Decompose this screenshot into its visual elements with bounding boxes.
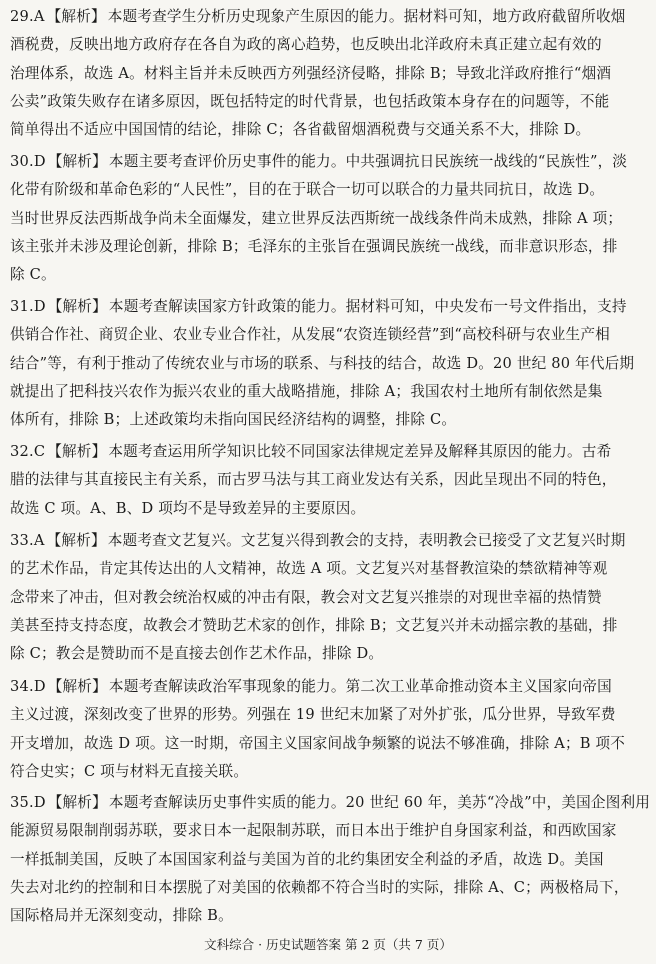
question-number: 31. <box>10 298 34 315</box>
text-line: 供销合作社、商贸企业、农业专业合作社，从发展“农资连锁经营”到“高校科研与农业生产相 <box>10 326 610 344</box>
answer-choice: C <box>33 443 46 460</box>
answer-choice: D <box>33 298 46 315</box>
text-line: 除 C；教会是赞助而不是直接去创作艺术作品，排除 D。 <box>10 645 384 663</box>
text-line: 该主张并未涉及理论创新，排除 B；毛泽东的主张旨在强调民族统一战线，而非意识形态，排 <box>10 237 618 255</box>
text-line: 公卖”政策失败存在诸多原因，既包括特定的时代背景，也包括政策本身存在的问题等，不能 <box>10 92 610 110</box>
text-line: 本题考查解读政治军事现象的能力。第二次工业革命推动资本主义国家向帝国 <box>108 678 612 695</box>
question-number: 30. <box>10 153 34 170</box>
question-34 <box>10 673 644 786</box>
text-line: 本题考查学生分析历史现象产生原因的能力。据材料可知，地方政府截留所收烟 <box>107 8 626 25</box>
text-line: 失去对北约的控制和日本摆脱了对美国的依赖都不符合当时的实际，排除 A、C；两极格局下， <box>10 878 629 896</box>
question-number: 34. <box>10 678 34 695</box>
analysis-label: 【解析】 <box>46 532 106 549</box>
answer-line <box>10 673 644 701</box>
analysis-label: 【解析】 <box>47 678 107 695</box>
answer-line <box>10 148 644 176</box>
text-line: 本题考查解读国家方针政策的能力。据材料可知，中央发布一号文件指出，支持 <box>108 298 627 315</box>
text-line: 本题主要考查评价历史事件的能力。中共强调抗日民族统一战线的“民族性”，淡 <box>108 153 628 170</box>
analysis-label: 【解析】 <box>47 298 107 315</box>
text-line: 本题考查运用所学知识比较不同国家法律规定差异及解释其原因的能力。古希 <box>108 443 612 460</box>
question-33 <box>10 527 644 668</box>
text-line: 能源贸易限制削弱苏联，要求日本一起限制苏联，而日本出于维护自身国家利益，和西欧国家 <box>10 822 617 840</box>
answer-choice: A <box>33 532 45 549</box>
question-number: 29. <box>10 8 34 25</box>
answer-choice: A <box>33 8 45 25</box>
question-30 <box>10 148 644 289</box>
text-line: 当时世界反法西斯战争尚未全面爆发，建立世界反法西斯统一战线条件尚未成熟，排除 A 项； <box>10 209 623 227</box>
text-line: 故选 C 项。A、B、D 项均不是导致差异的主要原因。 <box>10 499 366 517</box>
question-35 <box>10 789 651 930</box>
text-line: 酒税费，反映出地方政府存在各自为政的离心趋势，也反映出北洋政府未真正建立起有效的 <box>10 36 602 54</box>
text-line: 主义过渡，深刻改变了世界的形势。列强在 19 世纪末加紧了对外扩张，瓜分世界，导致军费 <box>10 706 616 724</box>
text-line: 本题考查解读历史事件实质的能力。20 世纪 60 年，美苏“冷战”中，美国企图利用 <box>108 794 651 811</box>
text-line: 开支增加，故选 D 项。这一时期，帝国主义国家间战争频繁的说法不够准确，排除 A；B 项不 <box>10 734 626 752</box>
text-line: 国际格局并无深刻变动，排除 B。 <box>10 907 233 925</box>
answer-choice: D <box>33 153 46 170</box>
page-footer: 文科综合 · 历史试题答案 第 2 页（共 7 页） <box>204 937 452 952</box>
answer-line <box>10 3 644 31</box>
question-number: 32. <box>10 443 34 460</box>
analysis-label: 【解析】 <box>47 153 107 170</box>
text-line: 一样抵制美国，反映了本国国家利益与美国为首的北约集团安全利益的矛盾，故选 D。美国 <box>10 850 604 868</box>
text-line: 简单得出不适应中国国情的结论，排除 C；各省截留烟酒税费与交通关系不大，排除 D。 <box>10 121 591 139</box>
text-line: 的艺术作品，肯定其传达出的人文精神，故选 A 项。文艺复兴对基督教渲染的禁欲精神等观 <box>10 560 608 578</box>
text-line: 体所有，排除 B；上述政策均未指向国民经济结构的调整，排除 C。 <box>10 411 457 429</box>
text-line: 腊的法律与其直接民主有关系，而古罗马法与其工商业发达有关系，因此呈现出不同的特色， <box>10 471 617 489</box>
text-line: 化带有阶级和革命色彩的“人民性”，目的在于联合一切可以联合的力量共同抗日，故选 D。 <box>10 181 605 199</box>
answer-choice: D <box>33 678 46 695</box>
question-number: 33. <box>10 532 34 549</box>
question-32 <box>10 438 644 523</box>
answer-line <box>10 438 644 466</box>
question-number: 35. <box>10 794 34 811</box>
question-29 <box>10 3 644 144</box>
analysis-label: 【解析】 <box>47 794 107 811</box>
text-line: 本题考查文艺复兴。文艺复兴得到教会的支持，表明教会已接受了文艺复兴时期 <box>107 532 626 549</box>
text-line: 念带来了冲击，但对教会统治权威的冲击有限，教会对文艺复兴推崇的对现世幸福的热情赞 <box>10 588 602 606</box>
answer-choice: D <box>33 794 46 811</box>
answer-line <box>10 293 644 321</box>
text-line: 治理体系，故选 A。材料主旨并未反映西方列强经济侵略，排除 B；导致北洋政府推行“烟酒 <box>10 64 612 82</box>
text-line: 符合史实；C 项与材料无直接关联。 <box>10 762 249 780</box>
text-line: 美甚至持支持态度，故教会才赞助艺术家的创作，排除 B；文艺复兴并未动摇宗教的基础，排 <box>10 616 618 634</box>
analysis-label: 【解析】 <box>47 443 107 460</box>
answer-line <box>10 527 644 555</box>
text-line: 除 C。 <box>10 266 56 284</box>
text-line: 就提出了把科技兴农作为振兴农业的重大战略措施，排除 A；我国农村土地所有制依然是集 <box>10 382 603 400</box>
question-31 <box>10 293 644 434</box>
text-line: 结合”等，有利于推动了传统农业与市场的联系、与科技的结合，故选 D。20 世纪 80 年代后期 <box>10 354 635 372</box>
answer-line <box>10 789 651 817</box>
analysis-label: 【解析】 <box>46 8 106 25</box>
